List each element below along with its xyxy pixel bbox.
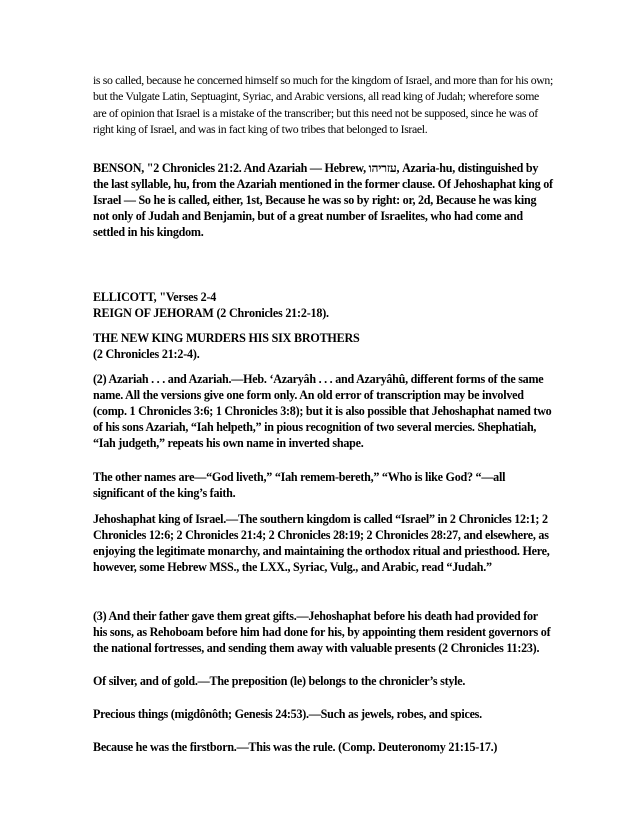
paragraph-precious-things: Precious things (migdônôth; Genesis 24:53).—Such as jewels, robes, and spices. <box>93 707 482 721</box>
heading-chronicles-reference: (2 Chronicles 21:2-4). <box>93 347 200 361</box>
heading-reign-of-jehoram: REIGN OF JEHORAM (2 Chronicles 21:2-18). <box>93 306 329 320</box>
paragraph-great-gifts: (3) And their father gave them great gifts.—Jehoshaphat before his death had provided for his sons, as Rehoboam before him had done for his, by appointing them resident governors of the national fortresses, and sending them away with valuable presents (2 Chronicles 11:23). <box>93 609 551 656</box>
paragraph-jehoshaphat: Jehoshaphat king of Israel.—The southern kingdom is called “Israel” in 2 Chronicles 12:1; 2 Chronicles 12:6; 2 Chronicles 21:4; 2 Chronicles 28:19; 2 Chronicles 28:27, and elsewhere, as enjoying the legitimate monarchy, and maintaining the orthodox ritual and priesthood. Here, however, some Hebrew MSS., the LXX., Syriac, Vulg., and Arabic, read “Judah.” <box>93 512 550 575</box>
paragraph-azariah: (2) Azariah . . . and Azariah.—Heb. ‘Azaryâh . . . and Azaryâhû, different forms of the same name. All the versions give one form only. An old error of transcription may be involved (comp. 1 Chronicles 3:6; 1 Chronicles 3:8); but it is also possible that Jehoshaphat named two of his sons Azariah, “Iah helpeth,” in pious recognition of two several mercies. Shephatiah, “Iah judgeth,” repeats his own name in inverted shape. <box>93 372 552 451</box>
paragraph-silver-gold: Of silver, and of gold.—The preposition (le) belongs to the chronicler’s style. <box>93 674 466 688</box>
heading-new-king-murders: THE NEW KING MURDERS HIS SIX BROTHERS <box>93 331 360 345</box>
heading-ellicott-verses: ELLICOTT, "Verses 2-4 <box>93 290 217 304</box>
paragraph-other-names: The other names are—“God liveth,” “Iah remem-bereth,” “Who is like God? “—all significant of the king’s faith. <box>93 470 506 501</box>
paragraph-benson: BENSON, "2 Chronicles 21:2. And Azariah — Hebrew, עזריהו, Azaria-hu, distinguished by the last syllable, hu, from the Azariah mentioned in the former clause. Of Jehoshaphat king of Israel — So he is called, either, 1st, Because he was so by right: or, 2d, Because he was king not only of Judah and Benjamin, but of a great number of Israelites, who had come and settled in his kingdom. <box>93 161 553 240</box>
paragraph-firstborn: Because he was the firstborn.—This was the rule. (Comp. Deuteronomy 21:15-17.) <box>93 740 498 754</box>
paragraph-intro: is so called, because he concerned himself so much for the kingdom of Israel, and more than for his own; but the Vulgate Latin, Septuagint, Syriac, and Arabic versions, all read king of Judah; wherefore some are of opinion that Israel is a mistake of the transcriber; but this need not be supposed, since he was of right king of Israel, and was in fact king of two tribes that belonged to Israel. <box>93 73 553 136</box>
